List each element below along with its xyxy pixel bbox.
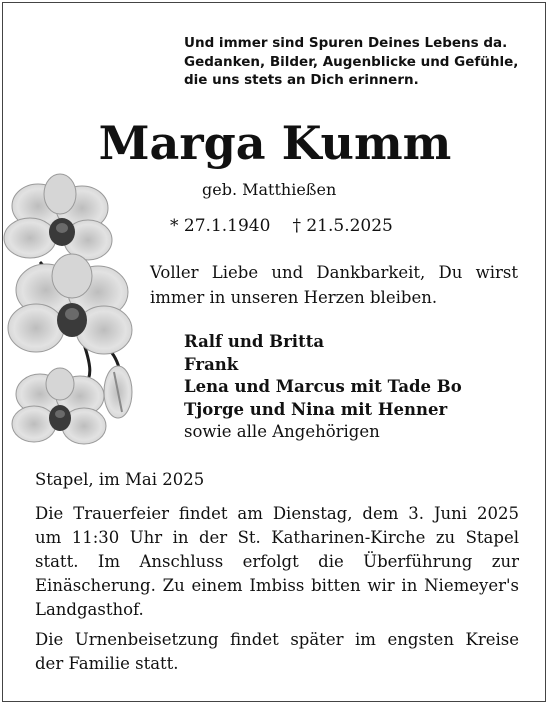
death-date: † 21.5.2025 [292, 216, 393, 236]
place-date: Stapel, im Mai 2025 [35, 470, 205, 489]
motto-line: die uns stets an Dich erinnern. [184, 72, 419, 88]
mourner: Lena und Marcus mit Tade Bo [184, 377, 462, 396]
burial-line: Die Urnenbeisetzung findet später im engsten Kreise [35, 630, 519, 649]
funeral-line: Einäscherung. Zu einem Imbiss bitten wir in Niemeyer's [35, 576, 519, 595]
funeral-line: Landgasthof. [35, 600, 144, 619]
gratitude-line: Voller Liebe und Dankbarkeit, Du wirst [150, 263, 518, 282]
life-dates [170, 216, 393, 236]
motto-verse [184, 34, 524, 90]
mourners-list [184, 331, 524, 444]
mourner-relatives: sowie alle Angehörigen [184, 422, 380, 441]
birth-name: geb. Matthießen [202, 180, 337, 199]
gratitude-line: immer in unseren Herzen bleiben. [150, 288, 438, 307]
orchid-icon [0, 172, 145, 458]
burial-line: der Familie statt. [35, 654, 179, 673]
burial-info [35, 628, 519, 676]
motto-line: Gedanken, Bilder, Augenblicke und Gefühle, [184, 53, 519, 70]
funeral-line: um 11:30 Uhr in der St. Katharinen-Kirche zu Stapel [35, 528, 519, 547]
birth-date: * 27.1.1940 [170, 216, 271, 236]
funeral-line: Die Trauerfeier findet am Dienstag, dem 3. Juni 2025 [35, 504, 519, 523]
motto-line: Und immer sind Spuren Deines Lebens da. [184, 35, 508, 51]
mourner: Ralf und Britta [184, 332, 325, 351]
funeral-info [35, 502, 519, 622]
mourner: Frank [184, 354, 239, 374]
funeral-line: statt. Im Anschluss erfolgt die Überführung zur [35, 552, 519, 571]
gratitude-text [150, 260, 518, 310]
deceased-name: Marga Kumm [98, 116, 452, 170]
mourner: Tjorge und Nina mit Henner [184, 399, 448, 419]
